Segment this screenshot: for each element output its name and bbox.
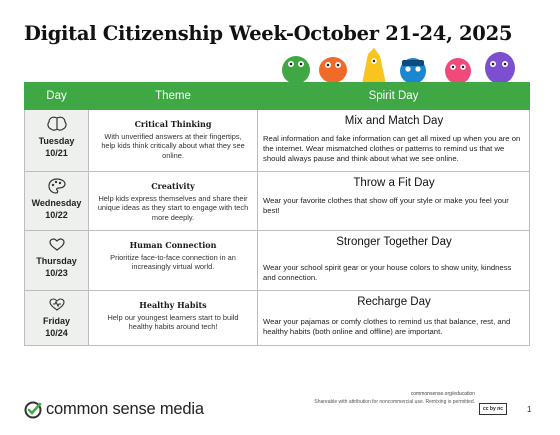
spirit-day-name: Stronger Together Day [336, 236, 452, 248]
spirit-cell [258, 291, 530, 346]
brain-icon [47, 116, 67, 132]
spirit-day-description: Real information and fake information can get all mixed up when you are on the internet. Wear mismatched clothes or patterns to remind us that we should always pause and think about what we see online. [263, 134, 521, 164]
monster-characters-illustration [278, 44, 540, 84]
theme-description: Help our youngest learners start to build healthy habits around tech! [107, 313, 239, 332]
table-header-row [25, 83, 530, 110]
header-spirit-day: Spirit Day [258, 83, 530, 110]
table-row [25, 110, 530, 172]
day-date: 10/21 [45, 148, 68, 158]
day-date: 10/23 [45, 268, 68, 278]
theme-name: Healthy Habits [139, 300, 207, 310]
spirit-cell [258, 231, 530, 291]
day-name: Thursday [36, 256, 77, 266]
day-cell [25, 231, 89, 291]
day-name: Friday [42, 316, 70, 326]
day-name: Wednesday [31, 198, 82, 208]
day-cell [25, 110, 89, 172]
spirit-day-name: Recharge Day [357, 296, 431, 308]
header-theme: Theme [89, 83, 258, 110]
theme-cell [89, 172, 258, 231]
page-title: Digital Citizenship Week-October 21-24, 2025 [24, 22, 513, 45]
theme-description: With unverified answers at their fingertips, help kids think critically about what they see online. [101, 132, 245, 160]
theme-description: Help kids express themselves and share their unique ideas as they start to engage with tech more deeply. [97, 194, 249, 222]
table-row [25, 172, 530, 231]
day-cell [25, 172, 89, 231]
day-name: Tuesday [38, 136, 75, 146]
table-row [25, 231, 530, 291]
spirit-day-name: Throw a Fit Day [353, 177, 435, 189]
checkmark-circle-icon [24, 401, 42, 419]
spirit-day-description: Wear your favorite clothes that show off your style or make you feel your best! [263, 196, 509, 216]
day-cell [25, 291, 89, 346]
logo-text: common sense media [46, 400, 204, 418]
common-sense-media-logo [24, 400, 204, 419]
theme-name: Creativity [151, 181, 195, 191]
theme-name: Human Connection [129, 240, 217, 250]
creative-commons-badge: cc by nc [479, 403, 507, 415]
schedule-table [24, 82, 530, 346]
heart-icon [48, 297, 66, 312]
theme-cell [89, 110, 258, 172]
spirit-cell [258, 110, 530, 172]
header-day: Day [25, 83, 89, 110]
heart-hands-icon [48, 237, 66, 252]
theme-cell [89, 231, 258, 291]
palette-icon [48, 178, 66, 194]
theme-name: Critical Thinking [134, 119, 212, 129]
theme-description: Prioritize face-to-face connection in an increasingly virtual world. [110, 253, 236, 272]
day-date: 10/22 [45, 210, 68, 220]
theme-cell [89, 291, 258, 346]
spirit-day-description: Wear your pajamas or comfy clothes to remind us that balance, rest, and healthy habits (both online and offline) are important. [263, 317, 511, 337]
table-row [25, 291, 530, 346]
footer-attribution: Shareable with attribution for noncommercial use. Remixing is permitted. [314, 399, 475, 405]
spirit-cell [258, 172, 530, 231]
day-date: 10/24 [45, 328, 68, 338]
footer-url[interactable]: commonsense.org/education [410, 391, 475, 397]
spirit-day-description: Wear your school spirit gear or your house colors to show unity, kindness and connection. [263, 263, 512, 283]
page-number: 1 [527, 405, 532, 414]
spirit-day-name: Mix and Match Day [344, 115, 444, 127]
